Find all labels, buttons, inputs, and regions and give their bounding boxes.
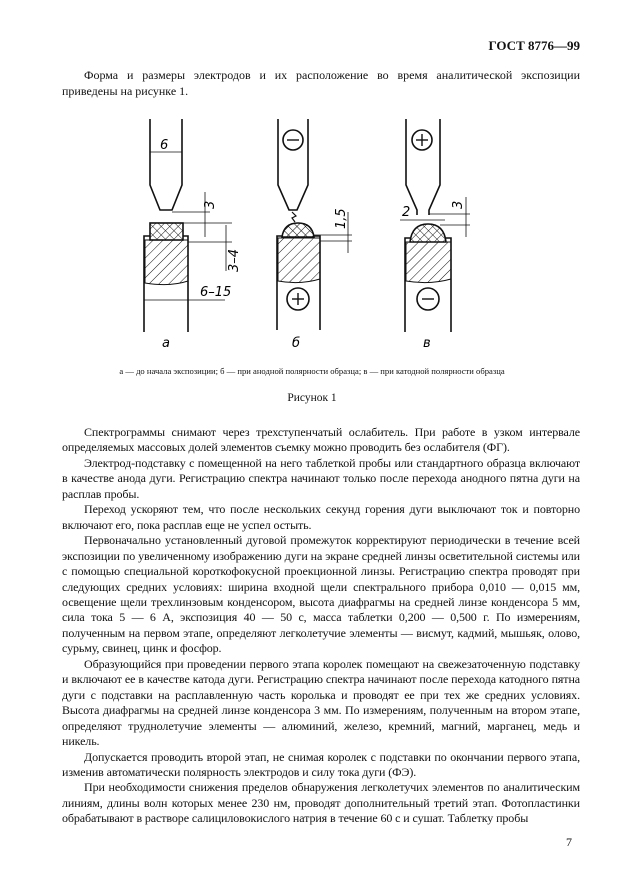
paragraph: Электрод-подставку с помещенной на него таблеткой пробы или стандартного образца включают в качестве анода дуги. Регистрацию спектра начинают только после перехода анодного пятна дуги на расплав пробы. xyxy=(62,455,580,501)
paragraph: Допускается проводить второй этап, не снимая королек с подставки по окончании первого этапа, изменив автоматически полярность электродов и силу тока дуги (ФЭ). xyxy=(62,749,580,779)
panel-label-b: б xyxy=(292,336,301,351)
figure-title: Рисунок 1 xyxy=(287,392,337,404)
paragraph: Образующийся при проведении первого этапа королек помещают на свежезаточенную подставку и включают ее в качестве катода дуги. Регистрацию спектра начинают после перехода катодного пятна дуги с подставки на расплавленную часть королька и проводят ее при тех же средних условиях. Высота диафрагмы на средней линзе конденсора 3 мм. По измерениям, полученным на втором этапе, определяют труднолетучие элементы — алюминий, железо, кремний, магний, марганец, медь и никель. xyxy=(62,656,580,749)
panel-label-c: в xyxy=(423,336,431,351)
paragraph: Переход ускоряют тем, что после нескольких секунд горения дуги выключают ток и повторно включают его, пока расплав еще не успел остыть. xyxy=(62,502,580,532)
dim-label: 6–15 xyxy=(200,285,232,300)
paragraph: При необходимости снижения пределов обнаружения легколетучих элементов по аналитическим линиям, длины волн которых менее 230 нм, проводят дополнительный третий этап. Фотопластинки обрабатывают в растворе салициловокислого натрия в течение 60 с и сушат. Таблетку пробы xyxy=(62,780,580,826)
dim-label: 3 xyxy=(451,200,466,209)
dim-label: 3 xyxy=(203,200,218,209)
panel-label-a: а xyxy=(162,336,170,351)
body-text xyxy=(62,425,580,827)
panel-c-diagram xyxy=(400,119,470,332)
dim-label: 2 xyxy=(402,205,411,220)
page-number: 7 xyxy=(566,834,572,849)
document-header: ГОСТ 8776—99 xyxy=(488,38,580,53)
paragraph: Спектрограммы снимают через трехступенчатый ослабитель. При работе в узком интервале определяемых массовых долей элементов съемку можно проводить без ослабителя (ФГ). xyxy=(62,425,580,455)
paragraph: Первоначально установленный дуговой промежуток корректируют периодически в течение всей экспозиции по увеличенному изображению дуги на экране средней линзы осветительной системы или с помощью специальной короткофокусной проекционной линзы. Регистрацию спектра проводят при следующих средних условиях: ширина входной щели спектрального прибора 0,010 — 0,015 мм, освещение щели трехлинзовым конденсором, высота диафрагмы на средней линзе конденсора 5 мм, сила тока 5 — 6 А, экспозиция 40 — 50 с, масса таблетки 0,200 — 0,500 г. По измерениям, полученным на первом этапе, определяют легколетучие элементы — висмут, кадмий, мышьяк, олово, сурьму, свинец, цинк и фосфор. xyxy=(62,533,580,656)
electrode-figure xyxy=(0,107,624,357)
dim-label: 6 xyxy=(160,138,169,153)
dim-label: 3–4 xyxy=(227,248,242,272)
intro-paragraph: Форма и размеры электродов и их расположение во время аналитической экспозиции приведены на рисунке 1. xyxy=(62,68,580,98)
panel-a-diagram xyxy=(144,119,232,332)
figure-caption: а — до начала экспозиции; б — при анодной полярности образца; в — при катодной полярности образца xyxy=(119,366,505,376)
dim-label: 1,5 xyxy=(334,208,349,229)
